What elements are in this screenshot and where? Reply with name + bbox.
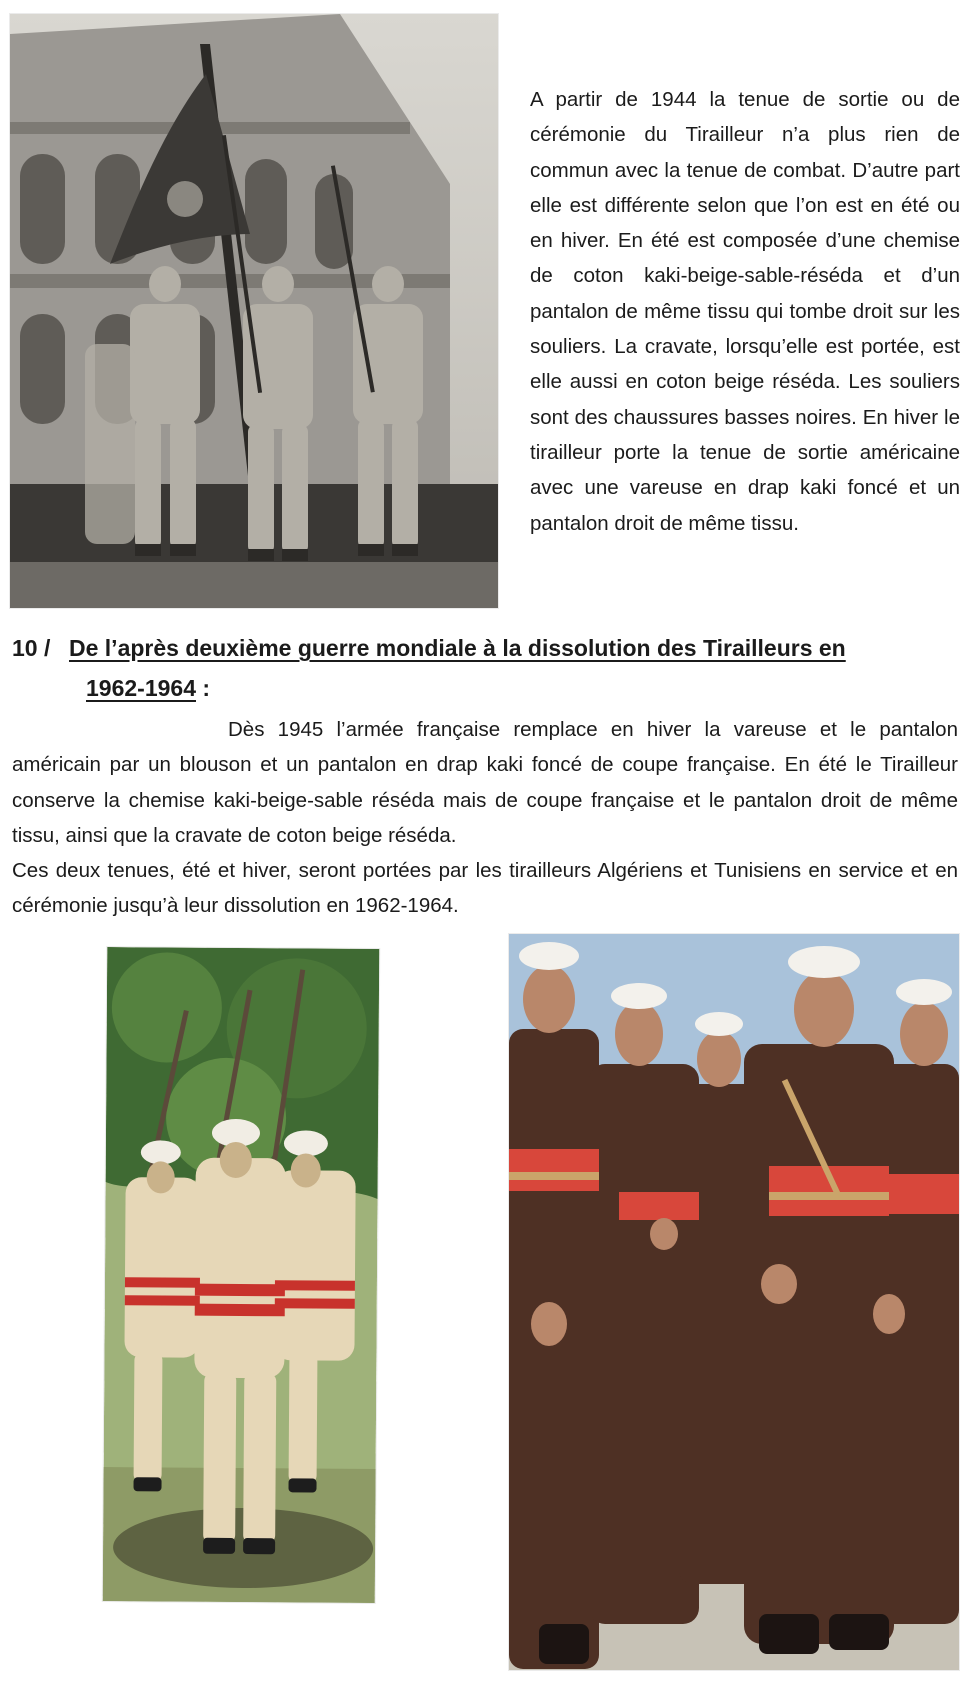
- winter-uniform-photo-image: [509, 934, 959, 1670]
- section-title-suffix: :: [196, 675, 211, 701]
- parade-photo-colosseum: [10, 14, 498, 608]
- body-paragraph-1: [12, 712, 958, 853]
- section-heading: [12, 628, 962, 708]
- section-title-line1: De l’après deuxième guerre mondiale à la dissolution des Tirailleurs en: [69, 635, 846, 661]
- side-paragraph: A partir de 1944 la tenue de sortie ou de cérémonie du Tirailleur n’a plus rien de commun avec la tenue de combat. D’autre part elle est différente selon que l’on est en été ou en hiver. En été est composée d’une chemise de coton kaki-beige-sable-réséda et d’un pantalon de même tissu qui tombe droit sur les souliers. La cravate, lorsqu’elle est portée, est elle aussi en coton beige réséda. Les souliers sont des chaussures basses noires. En hiver le tirailleur porte la tenue de sortie américaine avec une vareuse en drap kaki foncé et un pantalon droit de même tissu.: [530, 88, 960, 535]
- parade-photo-colosseum-image: [10, 14, 498, 608]
- section-title-line2: 1962-1964: [86, 675, 196, 701]
- section-number: 10 /: [12, 635, 51, 661]
- summer-uniform-photo: [103, 947, 380, 1603]
- summer-uniform-photo-image: [103, 947, 380, 1603]
- body-paragraph-1-text: Dès 1945 l’armée française remplace en hiver la vareuse et le pantalon américain par un blouson et un pantalon en drap kaki foncé de coupe française. En été le Tirailleur conserve la chemise kaki-beige-sable réséda mais de coupe française et le pantalon droit de même tissu, ainsi que la cravate de coton beige réséda.: [12, 718, 958, 847]
- winter-uniform-photo: [509, 934, 959, 1670]
- section-body: [12, 712, 958, 924]
- body-paragraph-2: Ces deux tenues, été et hiver, seront portées par les tirailleurs Algériens et Tunisiens en service et en cérémonie jusqu’à leur dissolution en 1962-1964.: [12, 859, 958, 918]
